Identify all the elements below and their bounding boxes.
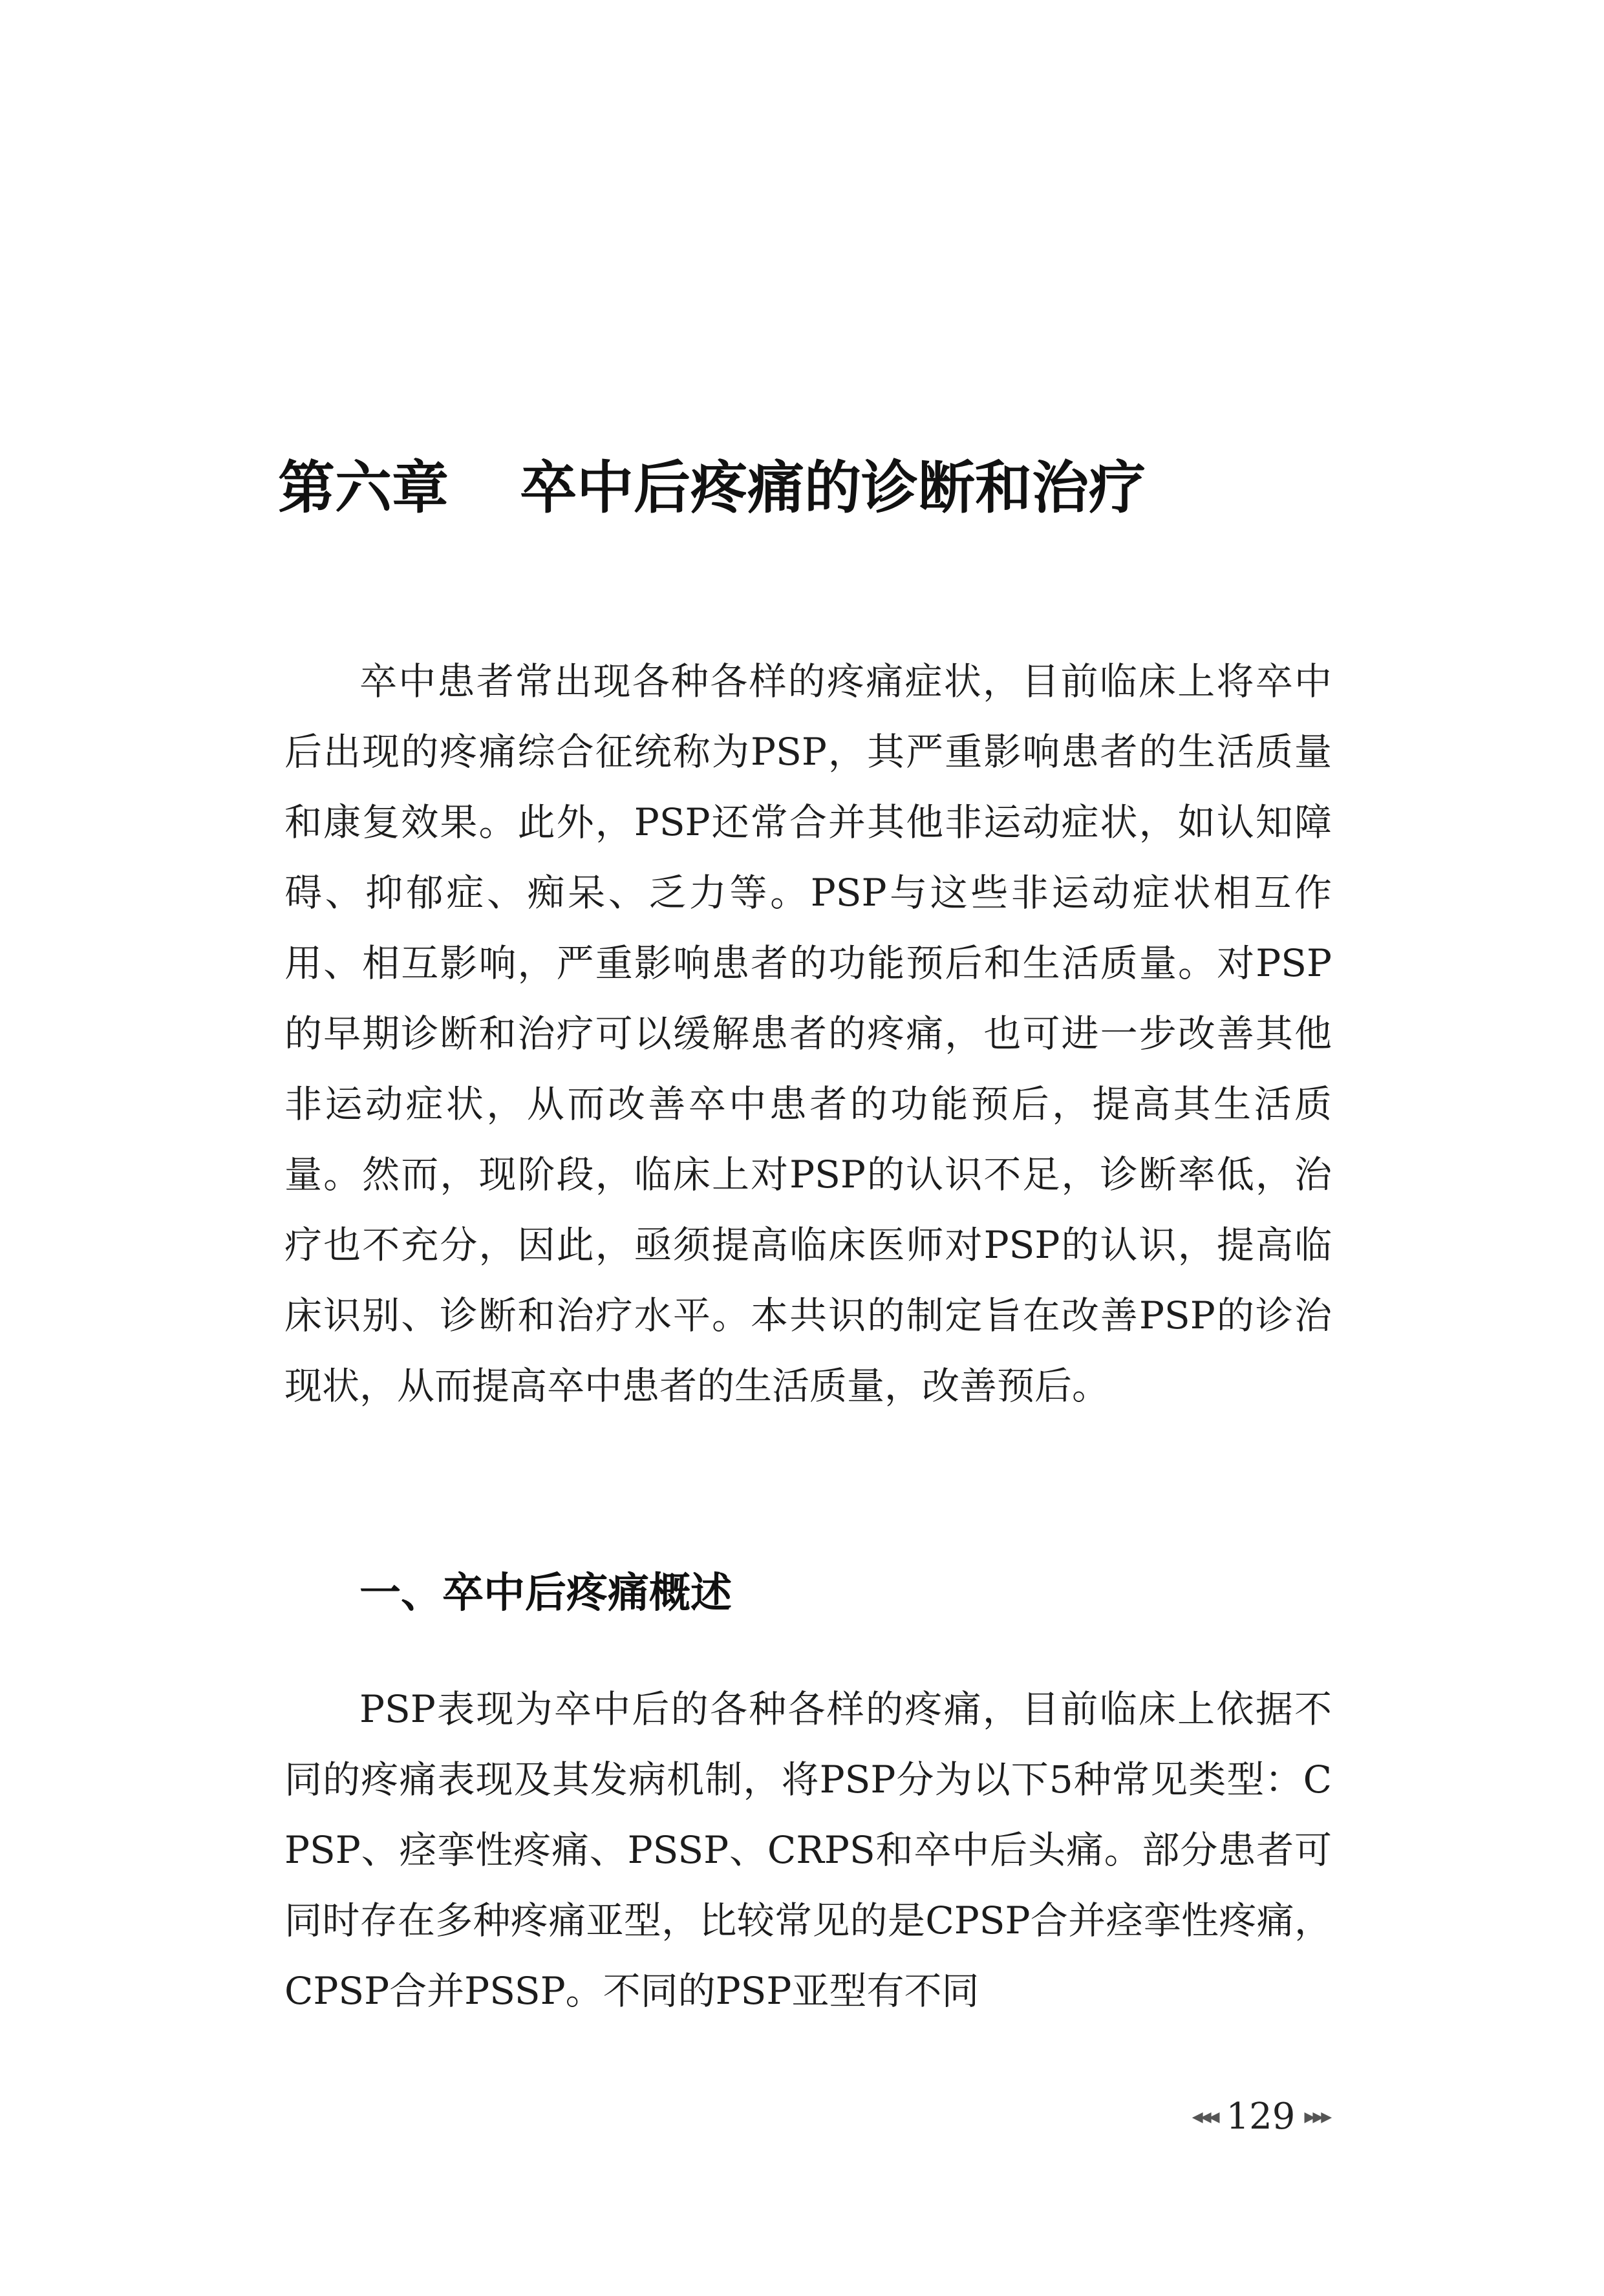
- chapter-number: 第六章: [278, 454, 449, 521]
- right-arrows-icon: ▶▶▶: [1304, 2109, 1330, 2125]
- section-heading: 一、卒中后疼痛概述: [359, 1569, 732, 1617]
- intro-paragraph: 卒中患者常出现各种各样的疼痛症状，目前临床上将卒中后出现的疼痛综合征统称为PSP，其严重影响患者的生活质量和康复效果。此外，PSP还常合并其他非运动症状，如认知障碍、抑郁症、痴呆、乏力等。PSP与这些非运动症状相互作用、相互影响，严重影响患者的功能预后和生活质量。对PSP的早期诊断和治疗可以缓解患者的疼痛，也可进一步改善其他非运动症状，从而改善卒中患者的功能预后，提高其生活质量。然而，现阶段，临床上对PSP的认识不足，诊断率低，治疗也不充分，因此，亟须提高临床医师对PSP的认识，提高临床识别、诊断和治疗水平。本共识的制定旨在改善PSP的诊治现状，从而提高卒中患者的生活质量，改善预后。: [284, 659, 1332, 1408]
- chapter-title: [278, 446, 1325, 530]
- left-arrows-icon: ◀◀◀: [1192, 2109, 1217, 2125]
- page-footer: [1177, 2088, 1345, 2146]
- page-number: 129: [1226, 2096, 1296, 2138]
- chapter-name: 卒中后疼痛的诊断和治疗: [520, 454, 1146, 521]
- section-paragraph: PSP表现为卒中后的各种各样的疼痛，目前临床上依据不同的疼痛表现及其发病机制，将PSP分为以下5种常见类型：CPSP、痉挛性疼痛、PSSP、CRPS和卒中后头痛。部分患者可同时存在多种疼痛亚型，比较常见的是CPSP合并痉挛性疼痛，CPSP合并PSSP。不同的PSP亚型有不同: [284, 1687, 1332, 2013]
